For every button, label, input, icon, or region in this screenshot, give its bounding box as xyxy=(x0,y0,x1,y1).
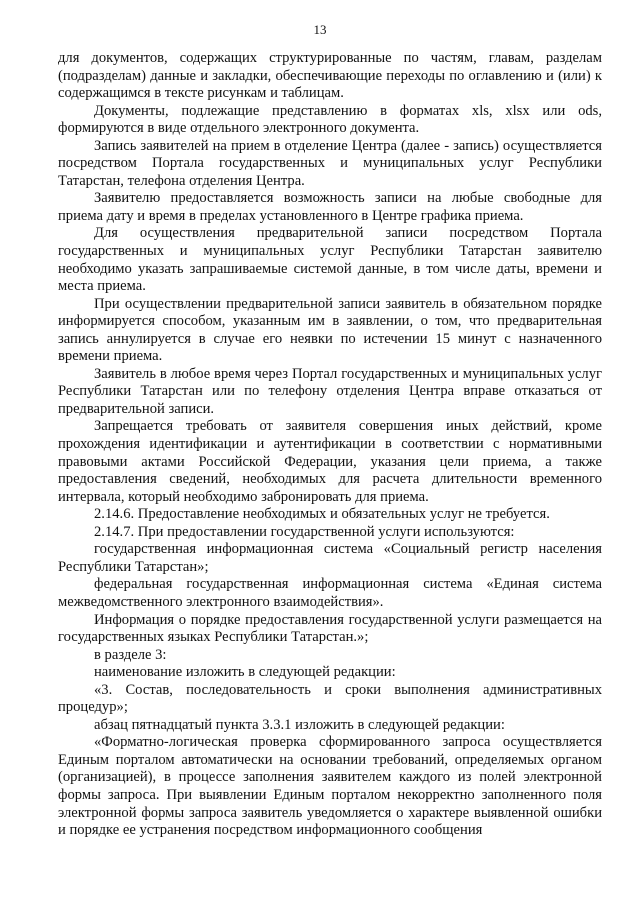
paragraph-document-structure: для документов, содержащих структурированные по частям, главам, разделам (подразделам) данные и закладки, обеспечивающие переходы по оглавлению и (или) к содержащимся в тексте рисункам и таблицам. xyxy=(58,50,602,102)
paragraph-social-register: государственная информационная система «Социальный регистр населения Республики Татарстан»; xyxy=(58,541,602,575)
paragraph-interagency-system: федеральная государственная информационная система «Единая система межведомственного электронного взаимодействия». xyxy=(58,576,602,610)
paragraph-3-3-1-edit: абзац пятнадцатый пункта 3.3.1 изложить в следующей редакции: xyxy=(94,716,505,733)
paragraph-state-languages: Информация о порядке предоставления государственной услуги размещается на государственных языках Республики Татарстан.»; xyxy=(58,611,602,646)
paragraph-formats: Документы, подлежащие представлению в форматах xls, xlsx или ods, формируются в виде отдельного электронного документа. xyxy=(58,102,602,137)
document-body xyxy=(58,50,602,840)
paragraph-appointment-record: Запись заявителей на прием в отделение Центра (далее - запись) осуществляется посредством Портала государственных и муниципальных услуг Республики Татарстан, телефона отделения Центра. xyxy=(58,137,602,189)
page-number: 13 xyxy=(313,22,327,37)
paragraph-format-logic-check: «Форматно-логическая проверка сформированного запроса осуществляется Единым порталом автоматически на основании требований, определяемых органом (организацией), в процессе заполнения заявителем каждого из полей электронной формы запроса. При выявлении Единым порталом некорректно заполненного поля электронной формы запроса заявитель уведомляется о характере выявленной ошибки и порядке ее устранения посредством информационного сообщения xyxy=(58,734,602,839)
paragraph-section-3: в разделе 3: xyxy=(94,646,167,663)
paragraph-2-14-6: 2.14.6. Предоставление необходимых и обязательных услуг не требуется. xyxy=(94,506,550,523)
paragraph-refuse-booking: Заявитель в любое время через Портал государственных и муниципальных услуг Республики Татарстан или по телефону отделения Центра вправе отказаться от предварительной записи. xyxy=(58,365,602,417)
paragraph-portal-booking: Для осуществления предварительной записи посредством Портала государственных и муниципальных услуг Республики Татарстан заявителю необходимо указать запрашиваемые системой данные, в том числе даты, времени и места приема. xyxy=(58,225,602,295)
paragraph-section-3-title: «3. Состав, последовательность и сроки выполнения административных процедур»; xyxy=(58,681,602,716)
paragraph-cancellation-notice: При осуществлении предварительной записи заявитель в обязательном порядке информируется способом, указанным им в заявлении, о том, что предварительная запись аннулируется в случае его неявки по истечении 15 минут с назначенного времени приема. xyxy=(58,295,602,365)
paragraph-free-slots: Заявителю предоставляется возможность записи на любые свободные для приема дату и время в пределах установленного в Центре графика приема. xyxy=(58,190,602,224)
paragraph-prohibited-actions: Запрещается требовать от заявителя совершения иных действий, кроме прохождения идентификации и аутентификации в соответствии с нормативными правовыми актами Российской Федерации, указания цели приема, а также предоставления сведений, необходимых для расчета длительности временного интервала, который необходимо забронировать для приема. xyxy=(58,418,602,505)
paragraph-heading-edit: наименование изложить в следующей редакции: xyxy=(94,664,396,681)
paragraph-2-14-7: 2.14.7. При предоставлении государственной услуги используются: xyxy=(94,523,515,540)
